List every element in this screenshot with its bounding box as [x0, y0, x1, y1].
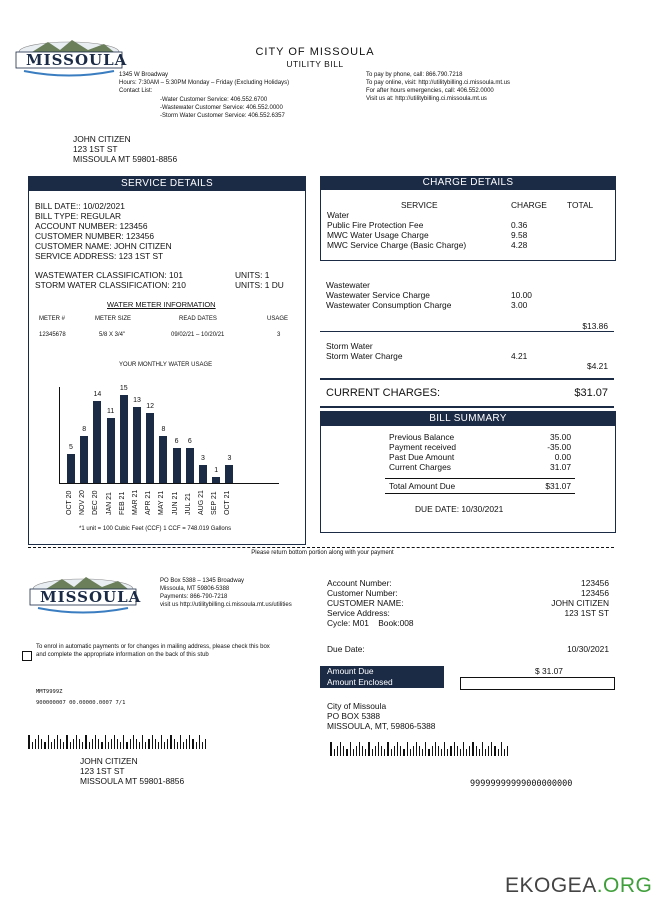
- barcode-bar: [476, 746, 477, 756]
- usage-bar-label: 13: [133, 396, 141, 404]
- barcode-bar: [199, 735, 200, 749]
- stub-account-info: Account Number: 123456 Customer Number: 123456 CUSTOMER NAME: JOHN CITIZEN Service Address: 123 1ST ST Cycle: M01 Book:008: [327, 578, 609, 628]
- barcode-bar: [126, 742, 128, 749]
- barcode-bar: [482, 742, 483, 756]
- barcode-bar: [479, 749, 480, 756]
- barcode-bar: [35, 739, 36, 749]
- barcode-bar: [432, 746, 433, 756]
- barcode-bar: [205, 739, 206, 749]
- barcode-bar: [353, 749, 354, 756]
- meter-usage: 3: [277, 332, 281, 338]
- usage-month-label: DEC 20: [92, 490, 100, 515]
- barcode-bar: [356, 746, 357, 756]
- barcode-bar: [189, 735, 190, 749]
- barcode-bar: [139, 742, 140, 749]
- barcode-bar: [120, 742, 121, 749]
- barcode-bar: [41, 739, 42, 749]
- watermark: EKOGEA.ORG: [505, 874, 652, 897]
- usage-month-label: JUN 21: [171, 491, 179, 515]
- ocr-line: 99999999999000000000: [470, 779, 573, 789]
- service-details-header: SERVICE DETAILS: [29, 177, 305, 191]
- barcode-bar: [108, 742, 109, 749]
- doc-title: UTILITY BILL: [286, 59, 344, 69]
- autopay-checkbox[interactable]: [22, 651, 32, 661]
- usage-month-label: OCT 20: [66, 490, 73, 515]
- barcode-bar: [142, 735, 143, 749]
- usage-bar: [199, 465, 207, 483]
- barcode-bar: [148, 739, 150, 749]
- barcode-bar: [457, 746, 458, 756]
- barcode-bar: [343, 746, 344, 756]
- chart-y-axis: [59, 387, 60, 483]
- barcode-bar: [130, 739, 131, 749]
- account-lines: BILL DATE:: 10/02/2021 BILL TYPE: REGULAR ACCOUNT NUMBER: 123456 CUSTOMER NUMBER: 123456 CUSTOMER NAME: JOHN CITIZEN SERVICE ADDRESS: 123 1ST ST: [35, 201, 172, 261]
- barcode-bar: [501, 742, 502, 756]
- barcode-bar: [164, 742, 165, 749]
- amount-due-label: Amount Due: [327, 666, 374, 676]
- barcode-bar: [441, 749, 442, 756]
- barcode-bar: [170, 735, 172, 749]
- usage-bar: [225, 465, 233, 483]
- divider: [320, 331, 614, 332]
- barcode-bar: [70, 742, 71, 749]
- barcode-bar: [136, 739, 137, 749]
- barcode-bar: [330, 742, 332, 756]
- usage-bar: [107, 418, 115, 483]
- usage-bar: [120, 395, 128, 483]
- barcode-bar: [155, 739, 156, 749]
- office-address: 1345 W Broadway Hours: 7:30AM – 5:30PM Monday – Friday (Excluding Holidays) Contact List:: [119, 72, 290, 94]
- barcode-bar: [105, 735, 106, 749]
- water-item: Public Fire Protection Fee: [327, 220, 424, 230]
- barcode-bar: [66, 735, 68, 749]
- barcode-bar: [472, 742, 474, 756]
- cycle: Cycle: M01: [327, 618, 369, 628]
- stub-customer-address: JOHN CITIZEN 123 1ST ST MISSOULA MT 59801-8856: [80, 756, 185, 786]
- storm-item-charge: 4.21: [511, 351, 528, 361]
- barcode-bar: [177, 742, 178, 749]
- scan-code-2: 900000007 00.00000.0007 7/1: [36, 700, 126, 706]
- wastewater-units: UNITS: 1: [235, 270, 270, 280]
- barcode-bar: [422, 749, 423, 756]
- barcode-bar: [494, 746, 496, 756]
- barcode-bar: [438, 746, 439, 756]
- barcode-bar: [174, 739, 175, 749]
- water-item: MWC Service Charge (Basic Charge): [327, 240, 467, 250]
- wastewater-class: WASTEWATER CLASSIFICATION: 101: [35, 270, 183, 280]
- barcode-bar: [196, 742, 197, 749]
- usage-month-label: MAR 21: [132, 489, 139, 515]
- barcode-bar: [350, 742, 351, 756]
- usage-bar-label: 8: [161, 426, 166, 434]
- barcode-bar: [394, 746, 395, 756]
- customer-address: JOHN CITIZEN 123 1ST ST MISSOULA MT 59801-8856: [73, 134, 178, 164]
- barcode-bar: [76, 735, 77, 749]
- usage-bar-label: 1: [214, 467, 219, 475]
- charge-header-charge: CHARGE: [511, 200, 547, 210]
- barcode-bar: [111, 739, 112, 749]
- barcode-bar: [375, 746, 376, 756]
- barcode-bar: [488, 746, 489, 756]
- barcode-bar: [337, 746, 338, 756]
- usage-chart: [41, 373, 291, 513]
- barcode-bar: [152, 735, 153, 749]
- usage-bar: [93, 401, 101, 483]
- barcode-bar: [92, 739, 93, 749]
- barcode-bar: [498, 749, 499, 756]
- barcode-bar: [73, 739, 74, 749]
- barcode-bar: [403, 749, 405, 756]
- barcode-bar: [463, 742, 464, 756]
- unit-note: *1 unit = 100 Cubic Feet (CCF) 1 CCF = 748.019 Gallons: [79, 526, 232, 532]
- charge-details-header: CHARGE DETAILS: [321, 176, 615, 190]
- storm-section-label: Storm Water: [326, 341, 373, 351]
- barcode-bar: [51, 742, 52, 749]
- barcode-bar: [123, 735, 124, 749]
- barcode-bar: [460, 749, 461, 756]
- usage-month-label: MAY 21: [158, 490, 166, 515]
- usage-month-label: FEB 21: [118, 491, 126, 515]
- barcode-bar: [98, 739, 99, 749]
- barcode-bar: [507, 746, 508, 756]
- usage-month-label: JAN 21: [105, 492, 113, 515]
- stormwater-class: STORM WATER CLASSIFICATION: 210: [35, 280, 186, 290]
- usage-bar: [173, 448, 181, 483]
- usage-bar: [159, 436, 167, 483]
- barcode-bar: [192, 739, 194, 749]
- water-section-label: Water: [327, 210, 350, 220]
- barcode-bar: [397, 742, 398, 756]
- barcode-bar: [85, 735, 87, 749]
- usage-bar-label: 15: [119, 385, 128, 392]
- payee-barcode: [330, 738, 510, 756]
- barcode-bar: [435, 742, 436, 756]
- barcode-bar: [466, 749, 467, 756]
- usage-bar: [133, 407, 141, 483]
- water-item-charge: 9.58: [511, 230, 528, 240]
- amount-due-value: $ 31.07: [535, 666, 563, 676]
- barcode-bar: [28, 735, 30, 749]
- barcode-bar: [186, 739, 187, 749]
- barcode-bar: [378, 742, 379, 756]
- barcode-bar: [368, 742, 370, 756]
- barcode-bar: [444, 742, 445, 756]
- barcode-bar: [158, 742, 159, 749]
- barcode-bar: [419, 746, 420, 756]
- meter-read-dates: 09/02/21 – 10/20/21: [171, 332, 225, 338]
- barcode-bar: [381, 746, 382, 756]
- barcode-bar: [117, 739, 118, 749]
- meter-number: 12345678: [39, 332, 66, 338]
- barcode-bar: [447, 749, 448, 756]
- barcode-bar: [387, 742, 389, 756]
- usage-chart-title: YOUR MONTHLY WATER USAGE: [119, 362, 213, 368]
- chart-x-axis: [59, 483, 279, 484]
- logo-wordmark: MISSOULA: [26, 51, 128, 69]
- barcode-bar: [413, 746, 414, 756]
- meter-info-title: WATER METER INFORMATION: [107, 300, 216, 309]
- current-charges-label: CURRENT CHARGES:: [326, 387, 441, 399]
- barcode-bar: [359, 742, 360, 756]
- wastewater-item-charge: 10.00: [511, 290, 532, 300]
- usage-bar-label: 14: [93, 390, 102, 398]
- usage-month-label: AUG 21: [198, 490, 205, 515]
- barcode-bar: [428, 749, 430, 756]
- total-due-row: Total Amount Due $31.07: [385, 478, 575, 494]
- meter-header-dates: READ DATES: [179, 316, 217, 322]
- meter-header-size: METER SIZE: [95, 316, 132, 322]
- barcode-bar: [167, 739, 168, 749]
- barcode-bar: [454, 742, 455, 756]
- barcode-bar: [54, 739, 55, 749]
- current-charges-bar: [320, 378, 614, 408]
- barcode-bar: [60, 739, 61, 749]
- barcode-bar: [145, 742, 146, 749]
- usage-bar-label: 12: [146, 402, 155, 410]
- barcode-bar: [362, 746, 363, 756]
- remit-address: PO Box 5388 – 1345 Broadway Missoula, MT 59806-5388 Payments: 866-790-7218 visit us http://utilitybilling.ci.missoula.mt.us/utilities: [160, 578, 292, 608]
- usage-month-label: OCT 21: [224, 490, 232, 515]
- barcode-bar: [95, 735, 96, 749]
- barcode-bar: [48, 735, 49, 749]
- amount-enclosed-field[interactable]: [460, 677, 615, 690]
- barcode-bar: [183, 742, 184, 749]
- service-details-panel: [28, 176, 306, 545]
- barcode-bar: [491, 742, 492, 756]
- book: Book:008: [378, 618, 414, 628]
- barcode-bar: [38, 735, 39, 749]
- bill-summary-panel: [320, 411, 616, 533]
- barcode-bar: [416, 742, 417, 756]
- barcode-bar: [133, 735, 134, 749]
- barcode-bar: [114, 735, 115, 749]
- barcode-bar: [450, 746, 452, 756]
- stormwater-units: UNITS: 1 DU: [235, 280, 284, 290]
- barcode-bar: [32, 742, 33, 749]
- barcode-bar: [410, 749, 411, 756]
- summary-rows: Previous Balance 35.00 Payment received -35.00 Past Due Amount 0.00 Current Charges 31.07: [389, 432, 571, 472]
- wastewater-item: Wastewater Service Charge: [326, 290, 430, 300]
- barcode-bar: [346, 749, 348, 756]
- barcode-bar: [340, 742, 341, 756]
- barcode-bar: [44, 742, 46, 749]
- usage-bar: [80, 436, 88, 483]
- barcode-bar: [101, 742, 103, 749]
- usage-bar-label: 8: [82, 426, 87, 434]
- current-charges-value: $31.07: [574, 387, 608, 399]
- usage-bar-label: 6: [187, 437, 192, 445]
- payment-info: To pay by phone, call: 866.790.7218 To pay online, visit: http://utilitybilling.ci.missoula.mt.us For after hours emergencies, call: 406.552.0000 Visit us at: http://utilitybilling.ci.missoula.mt.us: [366, 72, 511, 102]
- water-item-charge: 0.36: [511, 220, 528, 230]
- due-date: DUE DATE: 10/30/2021: [415, 504, 504, 514]
- water-total: $13.86: [582, 321, 608, 331]
- usage-bar-label: 5: [69, 443, 73, 451]
- usage-bar: [146, 413, 154, 483]
- scan-code-1: MMT9999Z: [36, 689, 63, 695]
- amount-labels-box: [320, 666, 444, 688]
- usage-bar-label: 3: [227, 455, 232, 463]
- storm-item: Storm Water Charge: [326, 351, 403, 361]
- barcode-bar: [82, 742, 83, 749]
- water-item-charge: 4.28: [511, 240, 528, 250]
- usage-month-label: JUL 21: [184, 493, 192, 515]
- barcode-bar: [469, 746, 470, 756]
- meter-header-number: METER #: [39, 316, 66, 322]
- usage-bar-label: 6: [174, 437, 179, 445]
- barcode-bar: [504, 749, 505, 756]
- usage-month-label: NOV 20: [79, 490, 87, 515]
- barcode-bar: [334, 749, 335, 756]
- charge-header-service: SERVICE: [401, 200, 438, 210]
- usage-bar: [67, 454, 75, 483]
- charge-details-panel: [320, 176, 616, 261]
- usage-bar-label: 11: [106, 408, 115, 416]
- water-item: MWC Water Usage Charge: [327, 230, 429, 240]
- barcode-bar: [63, 742, 64, 749]
- barcode-bar: [485, 749, 486, 756]
- mail-barcode: [28, 731, 208, 749]
- barcode-bar: [89, 742, 90, 749]
- usage-bar-label: 3: [201, 455, 205, 463]
- charge-header-total: TOTAL: [567, 200, 594, 210]
- payee-address: City of Missoula PO BOX 5388 MISSOULA, MT, 59806-5388: [327, 701, 436, 731]
- tear-note: Please return bottom portion along with your payment: [251, 550, 394, 556]
- storm-total: $4.21: [587, 361, 608, 371]
- barcode-bar: [57, 735, 58, 749]
- wastewater-item-charge: 3.00: [511, 300, 528, 310]
- barcode-bar: [400, 746, 401, 756]
- barcode-bar: [407, 742, 408, 756]
- usage-bar: [212, 477, 220, 483]
- usage-bar: [186, 448, 194, 483]
- barcode-bar: [384, 749, 385, 756]
- stub-logo-wordmark: MISSOULA: [40, 588, 142, 606]
- usage-month-label: SEP 21: [211, 491, 219, 515]
- wastewater-item: Wastewater Consumption Charge: [326, 300, 452, 310]
- meter-size: 5/8 X 3/4": [99, 332, 126, 338]
- autopay-instructions: To enrol in automatic payments or for changes in mailing address, please check this box and complete the appropriate information on the back of this stub: [36, 644, 270, 658]
- contact-list: -Water Customer Service: 406.552.6700 -Wastewater Customer Service: 406.552.0000 -Storm Water Customer Service: 406.552.6357: [160, 97, 285, 119]
- usage-month-label: APR 21: [145, 490, 153, 515]
- barcode-bar: [365, 749, 366, 756]
- barcode-bar: [180, 735, 181, 749]
- wastewater-section-label: Wastewater: [326, 280, 370, 290]
- barcode-bar: [425, 742, 426, 756]
- bill-summary-header: BILL SUMMARY: [321, 412, 615, 426]
- meter-header-usage: USAGE: [267, 316, 289, 322]
- barcode-bar: [202, 742, 203, 749]
- amount-enclosed-label: Amount Enclosed: [327, 677, 393, 687]
- city-title: CITY OF MISSOULA: [255, 46, 375, 58]
- barcode-bar: [161, 735, 162, 749]
- barcode-bar: [372, 749, 373, 756]
- barcode-bar: [391, 749, 392, 756]
- barcode-bar: [79, 739, 80, 749]
- stub-due-date: Due Date: 10/30/2021: [327, 644, 609, 654]
- tear-line: [28, 547, 614, 548]
